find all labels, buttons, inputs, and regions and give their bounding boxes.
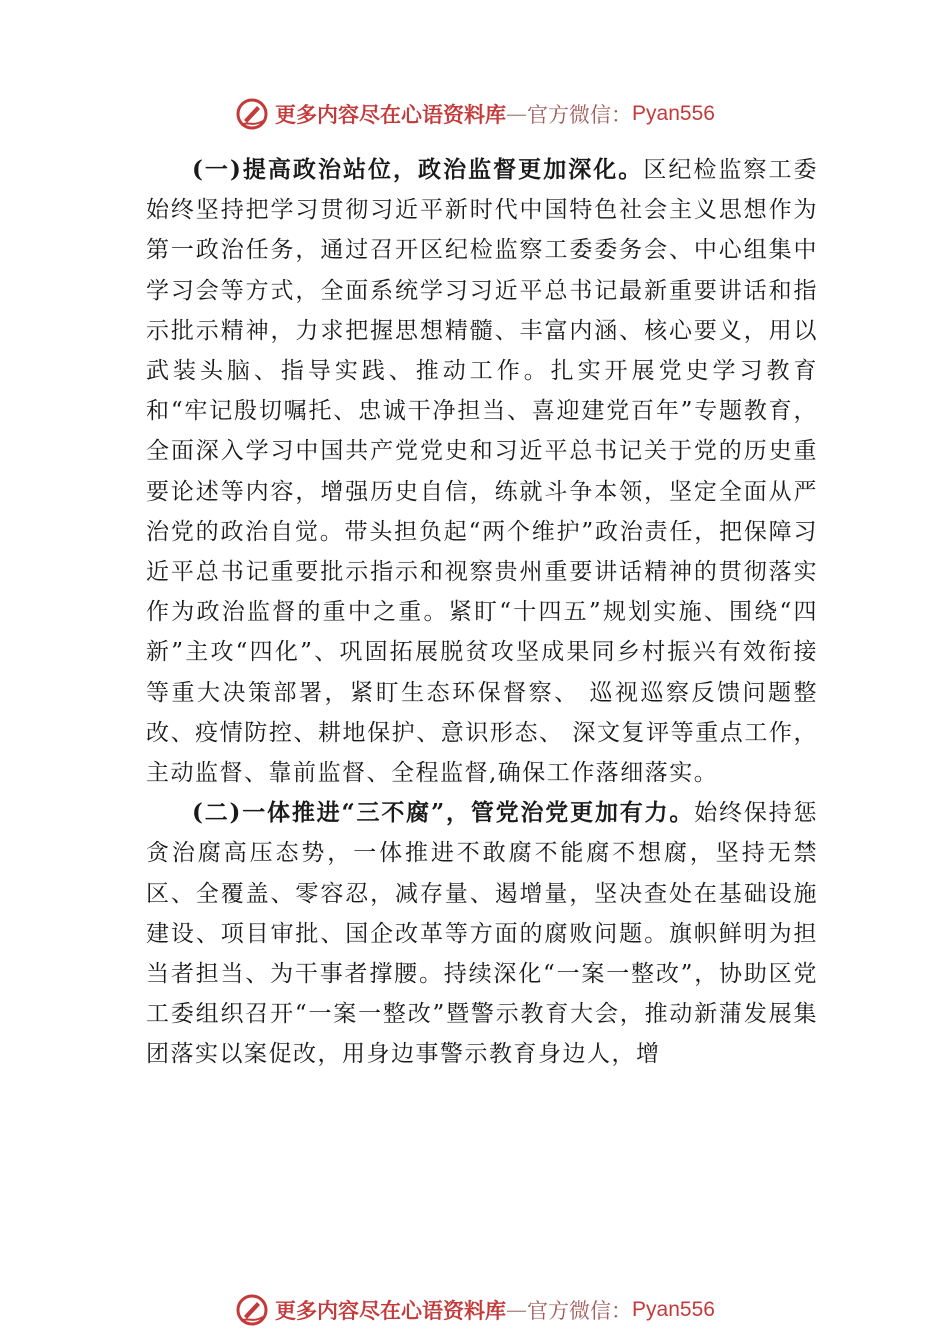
- banner-wechat-id: Pyan556: [632, 1298, 715, 1321]
- paragraph-1: [146, 150, 818, 793]
- banner-wechat-id: Pyan556: [632, 102, 715, 125]
- banner-wechat-label: 官方微信：: [527, 103, 633, 127]
- banner-brand-text: 更多内容尽在心语资料库: [275, 1298, 507, 1323]
- footer-watermark-banner: [0, 1288, 950, 1332]
- banner-brand-text: 更多内容尽在心语资料库: [275, 102, 507, 127]
- banner-wechat-label: 官方微信：: [527, 1299, 633, 1323]
- header-watermark-banner: [0, 92, 950, 136]
- brand-logo-icon: [235, 1293, 269, 1327]
- paragraph-1-text: 区纪检监察工委始终坚持把学习贯彻习近平新时代中国特色社会主义思想作为第一政治任务，通过召开区纪检监察工委委务会、中心组集中学习会等方式，全面系统学习习近平总书记最新重要讲话和指示批示精神，力求把握思想精髓、丰富内涵、核心要义，用以武装头脑、指导实践、推动工作。扎实开展党史学习教育和“牢记殷切嘱托、忠诚干净担当、喜迎建党百年”专题教育，全面深入学习中国共产党党史和习近平总书记关于党的历史重要论述等内容，增强历史自信，练就斗争本领，坚定全面从严治党的政治自觉。带头担负起“两个维护”政治责任，把保障习近平总书记重要批示指示和视察贵州重要讲话精神的贯彻落实作为政治监督的重中之重。紧盯“十四五”规划实施、围绕“四新”主攻“四化”、巩固拓展脱贫攻坚成果同乡村振兴有效衔接等重大决策部署，紧盯生态环保督察、 巡视巡察反馈问题整改、疫情防控、耕地保护、意识形态、 深文复评等重点工作，主动监督、靠前监督、全程监督,确保工作落细落实。: [146, 157, 819, 787]
- paragraph-1-heading: (一)提高政治站位，政治监督更加深化。: [192, 156, 644, 183]
- paragraph-2: [146, 793, 818, 1074]
- paragraph-2-text: 始终保持惩贪治腐高压态势，一体推进不敢腐不能腐不想腐，坚持无禁区、全覆盖、零容忍，减存量、遏增量，坚决查处在基础设施建设、项目审批、国企改革等方面的腐败问题。旗帜鲜明为担当者担当、为干事者撑腰。持续深化“一案一整改”，协助区党工委组织召开“一案一整改”暨警示教育大会，推动新蒲发展集团落实以案促改，用身边事警示教育身边人，增: [146, 800, 818, 1068]
- banner-separator: —: [506, 102, 528, 126]
- brand-logo-icon: [235, 97, 269, 131]
- banner-separator: —: [506, 1298, 528, 1322]
- document-body: [146, 150, 818, 1075]
- paragraph-2-heading: (二)一体推进“三不腐”，管党治党更加有力。: [192, 799, 695, 827]
